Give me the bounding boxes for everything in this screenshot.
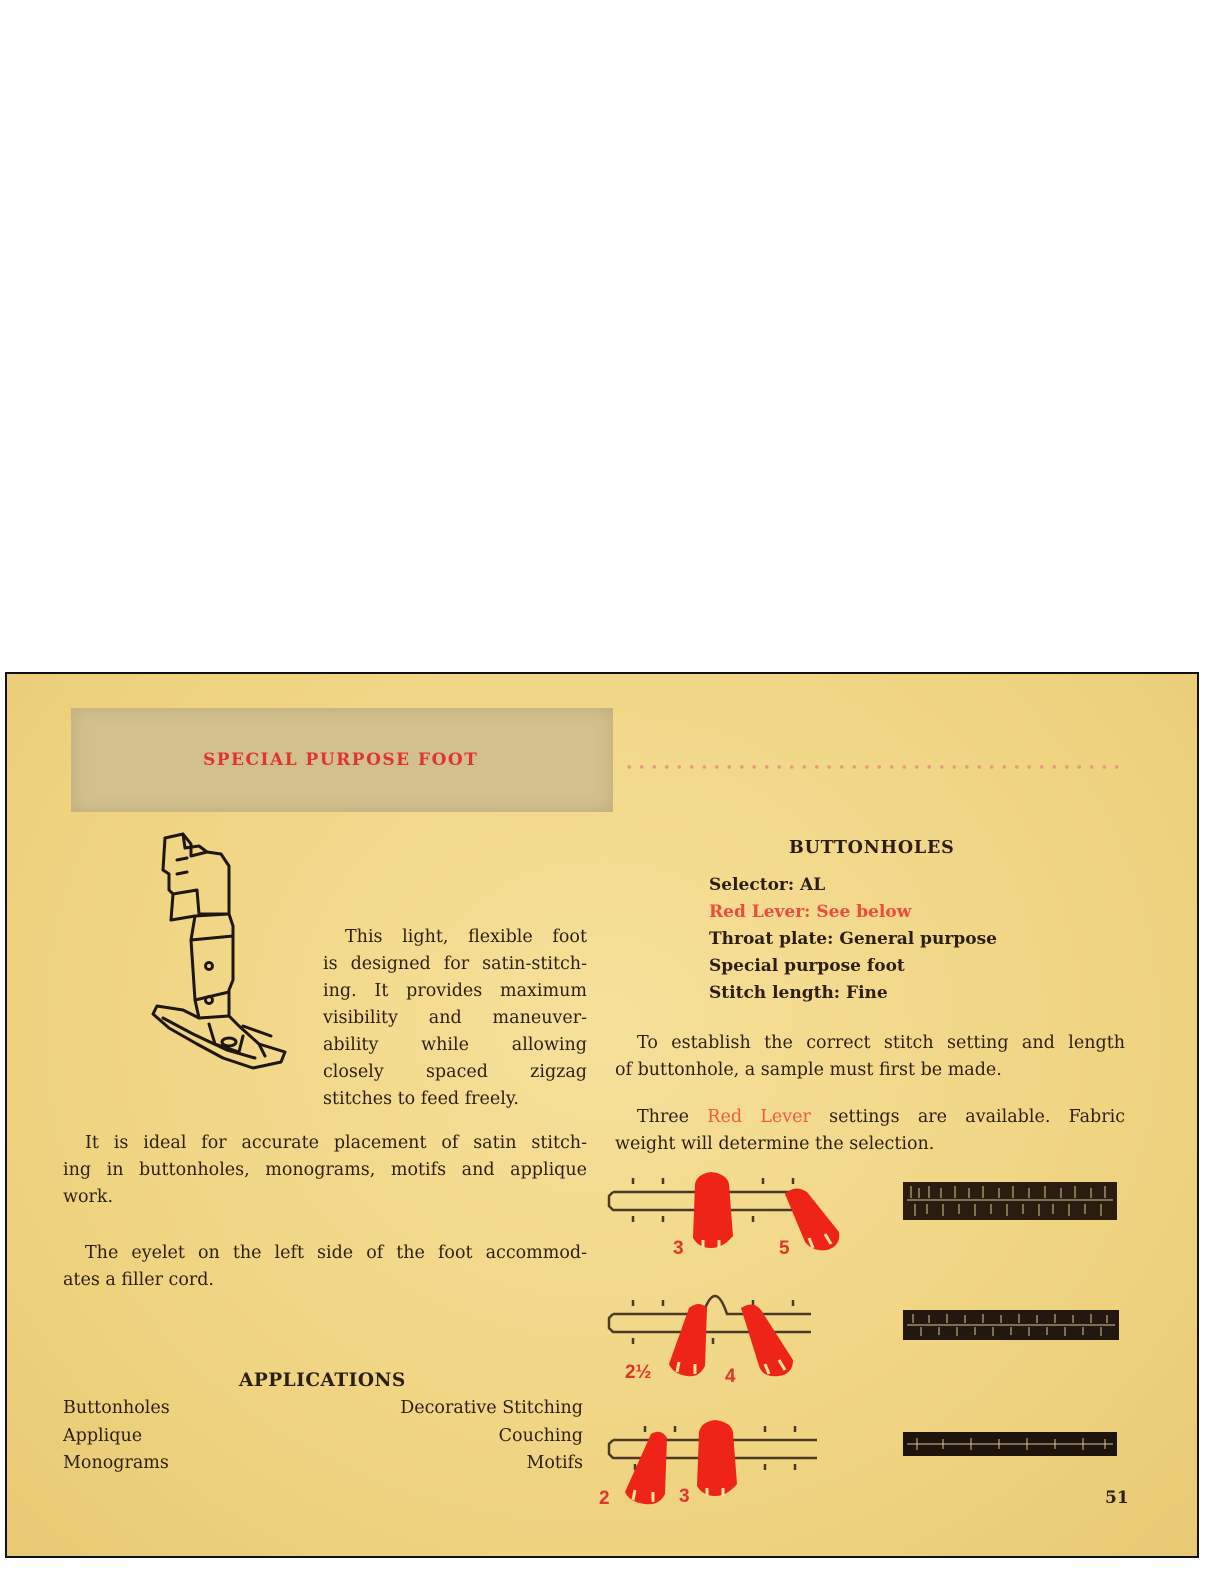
intro-line: closely spaced zigzag xyxy=(323,1062,587,1082)
page-number: 51 xyxy=(1105,1488,1129,1508)
lever-diagram-3 xyxy=(595,1412,835,1512)
stitch-sample-medium xyxy=(903,1310,1119,1342)
intro-line: is designed for satin-stitch- xyxy=(323,954,587,974)
application-item: Applique xyxy=(63,1426,143,1446)
manual-page xyxy=(5,672,1199,1558)
lever-label-right: 5 xyxy=(779,1238,790,1259)
header-band xyxy=(71,708,613,812)
lever-label-right: 4 xyxy=(725,1366,736,1387)
buttonhole-settings xyxy=(709,872,997,1007)
lever-diagram-2 xyxy=(603,1286,863,1390)
red-lever-left xyxy=(625,1432,667,1505)
intro-line: ing. It provides maximum xyxy=(323,981,587,1001)
dotted-divider xyxy=(623,764,1123,770)
intro-line: This light, flexible foot xyxy=(345,927,587,947)
eyelet-paragraph xyxy=(63,1240,587,1294)
red-lever-right xyxy=(697,1420,737,1496)
section-title: SPECIAL PURPOSE FOOT xyxy=(203,750,479,770)
lever-label-right: 3 xyxy=(679,1486,690,1507)
throat-plate-setting: Throat plate: General purpose xyxy=(709,929,997,949)
application-item: Monograms xyxy=(63,1453,169,1473)
para-text: Three xyxy=(637,1107,708,1127)
intro-line: stitches to feed freely. xyxy=(323,1089,519,1109)
para-line: It is ideal for accurate placement of satin stitch- xyxy=(85,1133,587,1153)
para-line: To establish the correct stitch setting and length xyxy=(637,1033,1125,1053)
para-line: work. xyxy=(63,1187,114,1207)
lever-paragraph xyxy=(615,1104,1125,1158)
para-line: ates a filler cord. xyxy=(63,1270,214,1290)
red-lever-text: Red Lever xyxy=(707,1107,811,1127)
para-text: settings are available. Fabric xyxy=(810,1107,1126,1127)
placement-paragraph xyxy=(63,1130,587,1211)
para-line: ing in buttonholes, monograms, motifs and applique xyxy=(63,1160,587,1180)
lever-label-left: 3 xyxy=(673,1238,684,1259)
lever-label-left: 2½ xyxy=(625,1362,652,1383)
sample-paragraph xyxy=(615,1030,1125,1084)
stitch-sample-narrow xyxy=(903,1432,1117,1458)
selector-setting: Selector: AL xyxy=(709,875,826,895)
presser-foot-illustration xyxy=(143,830,293,1090)
para-line: The eyelet on the left side of the foot accommod- xyxy=(85,1243,587,1263)
intro-line: ability while allowing xyxy=(323,1035,587,1055)
intro-paragraph xyxy=(323,924,587,1113)
application-item: Motifs xyxy=(526,1453,583,1473)
red-lever-left xyxy=(693,1172,733,1248)
para-line: of buttonhole, a sample must first be made. xyxy=(615,1060,1002,1080)
buttonholes-heading: BUTTONHOLES xyxy=(789,838,955,858)
foot-setting: Special purpose foot xyxy=(709,956,905,976)
application-item: Decorative Stitching xyxy=(400,1398,583,1418)
lever-label-left: 2 xyxy=(599,1488,610,1509)
applications-heading: APPLICATIONS xyxy=(239,1370,406,1391)
lever-diagram-1 xyxy=(603,1164,863,1264)
stitch-length-setting: Stitch length: Fine xyxy=(709,983,888,1003)
para-line: weight will determine the selection. xyxy=(615,1134,935,1154)
red-lever-setting: Red Lever: See below xyxy=(709,902,912,922)
intro-line: visibility and maneuver- xyxy=(323,1008,587,1028)
red-lever-right xyxy=(785,1188,839,1250)
stitch-sample-wide xyxy=(903,1182,1117,1222)
application-item: Couching xyxy=(498,1426,583,1446)
para-line xyxy=(615,1104,1125,1131)
application-item: Buttonholes xyxy=(63,1398,170,1418)
